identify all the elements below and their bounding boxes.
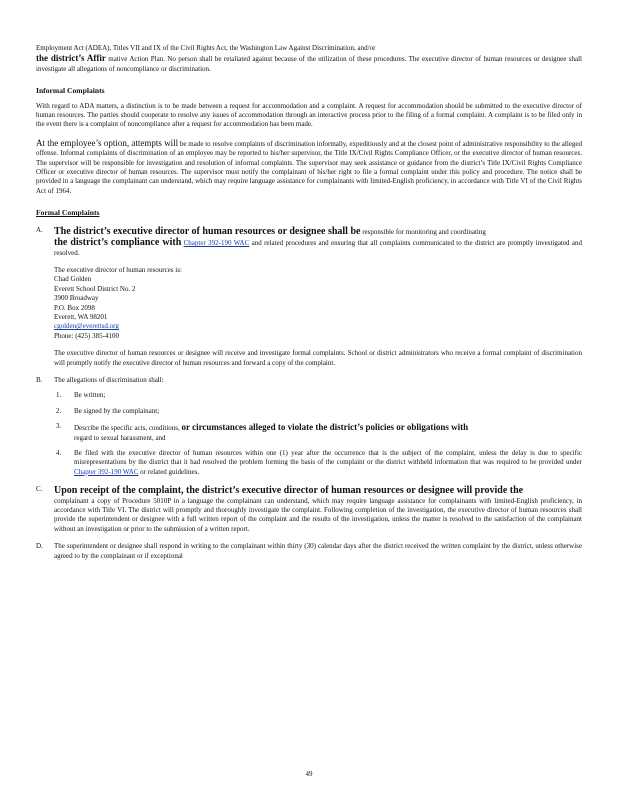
informal-complaints-heading: Informal Complaints <box>36 86 105 96</box>
informal-paragraph-2 <box>36 138 582 196</box>
item-b-4-number: 4. <box>56 449 62 457</box>
item-a-lead2: the district’s compliance with <box>54 237 182 249</box>
contact-street: 3900 Broadway <box>54 294 99 303</box>
wac-chapter-link[interactable]: Chapter 392-190 WAC <box>183 239 250 248</box>
intro-line1: Employment Act (ADEA), Titles VII and IX of the Civil Rights Act, the Washington Law Against Discrimination, and/or <box>36 44 376 52</box>
item-b-2-text: Be signed by the complainant; <box>74 406 160 415</box>
item-b-3-emphasis: or circumstances alleged to violate the district’s policies or obligations with <box>181 422 469 433</box>
intro-paragraph <box>36 44 582 74</box>
item-b-1-number: 1. <box>56 391 62 400</box>
item-c-rest: complainant a copy of Procedure 5010P in a language the complainant can understand, which may require language assistance for complainants with limited-English proficiency, in accordance with Title VI. The district will promptly and thoroughly investigate the complaint. Following completion of the investigation, the executive director of human resources shall provide the superintendent or designee with a full written report of the complaint and the results of the investigation, unless the matter is resolved to the satisfaction of the complainant without an investigation or prior to the submission of a written report. <box>54 496 582 533</box>
contact-name: Chad Golden <box>54 275 92 284</box>
item-b-4-tail: or related guidelines. <box>140 467 200 476</box>
page-number: 49 <box>305 770 313 778</box>
intro-line2-lead: the district’s Affir <box>36 53 106 64</box>
formal-item-b <box>36 376 582 385</box>
item-a-rest: and related procedures and ensuring that all complaints communicated to the district are promptly investigated and resolved. <box>54 239 583 257</box>
formal-item-d <box>36 542 582 561</box>
item-b-3-text: regard to sexual harassment, and <box>74 433 166 442</box>
item-d-label: D. <box>36 542 43 551</box>
item-b-4-text: Be filed with the executive director of human resources within one (1) year after the occurrence that is the subject of the complaint, unless the delay is due to specific misrepresentations by the district that it had resolved the problem forming the basis of the complaint or the district withheld information that was required to be provided under <box>74 449 582 467</box>
item-b-4 <box>36 449 582 477</box>
item-b-4-wac-link[interactable]: Chapter 392-190 WAC <box>74 467 139 476</box>
item-c-lead: Upon receipt of the complaint, the district’s executive director of human resources or designee will provide the <box>54 485 524 497</box>
contact-intro: The executive director of human resources is: <box>54 265 182 274</box>
item-b-1 <box>36 391 582 400</box>
item-b-1-text: Be written; <box>74 391 106 400</box>
item-d-text: The superintendent or designee shall respond in writing to the complainant within thirty (30) calendar days after the district received the written complaint by the district, unless otherwise agreed to by the complainant or if exceptional <box>54 542 582 560</box>
item-b-3-number: 3. <box>56 422 62 431</box>
formal-complaints-heading: Formal Complaints <box>36 208 100 218</box>
item-b-text: The allegations of discrimination shall: <box>54 375 164 384</box>
informal-paragraph-1: With regard to ADA matters, a distinction is to be made between a request for accommodation and a complaint. A request for accommodation should be submitted to the executive director of human resources. The parties should cooperate to resolve any issues of accommodation through an interactive process prior to the filing of a formal complaint. A complaint is to be filed only in the event there is a complaint of noncompliance after a request for accommodation has been made. <box>36 101 582 129</box>
contact-email-link[interactable]: cgolden@everettsd.org <box>54 322 119 331</box>
formal-item-a <box>36 226 582 368</box>
contact-org: Everett School District No. 2 <box>54 284 136 293</box>
document-page <box>36 44 582 561</box>
contact-block <box>54 266 582 341</box>
contact-phone: Phone: (425) 385-4100 <box>54 331 119 340</box>
item-a-paragraph-2: The executive director of human resources or designee will receive and investigate formal complaints. School or district administrators who receive a formal complaint of discrimination will promptly notify the executive director of human resources and forward a copy of the complaint. <box>54 349 582 367</box>
informal-paragraph-2-rest: be made to resolve complaints of discrimination informally, expeditiously and at the closest point of administrative responsibility to the alleged offense. Informal complaints of discrimination of an employee may be reported to his/her supervisor, the Title IX/Civil Rights Compliance Officer, or the executive director of human resources. The supervisor will be responsible for investigation and resolution of informal complaints. The supervisor may seek assistance or guidance from the district’s Title IX/Civil Rights Compliance Officer or executive director of human resources. The supervisor must notify the complainant of his/her right to file a formal complaint under this policy and procedure. The notice shall be provided in a language the complainant can understand, which may require language assistance for complainants with limited-English proficiency, in accordance with Title VI of the Civil Rights Act of 1964. <box>36 139 582 195</box>
item-a-label: A. <box>36 225 43 234</box>
item-a-mid: responsible for monitoring and coordinating <box>362 227 486 236</box>
item-b-2 <box>36 407 582 416</box>
item-b-3 <box>36 422 582 443</box>
item-c-label: C. <box>36 485 43 494</box>
item-b-label: B. <box>36 375 43 384</box>
informal-paragraph-2-lead: At the employee’s option, attempts will <box>36 137 179 148</box>
contact-po-box: P.O. Box 2098 <box>54 303 95 312</box>
contact-city: Everett, WA 98201 <box>54 312 108 321</box>
formal-item-c <box>36 485 582 534</box>
intro-line2-rest: mative Action Plan. No person shall be retaliated against because of the utilization of these procedures. The executive director of human resources or designee shall investigate all allegations of noncompliance or discrimination. <box>36 55 582 73</box>
item-a-lead: The district’s executive director of human resources or designee shall be <box>54 225 361 237</box>
item-b-3-lead: Describe the specific acts, conditions, <box>74 424 180 433</box>
item-b-2-number: 2. <box>56 406 62 415</box>
